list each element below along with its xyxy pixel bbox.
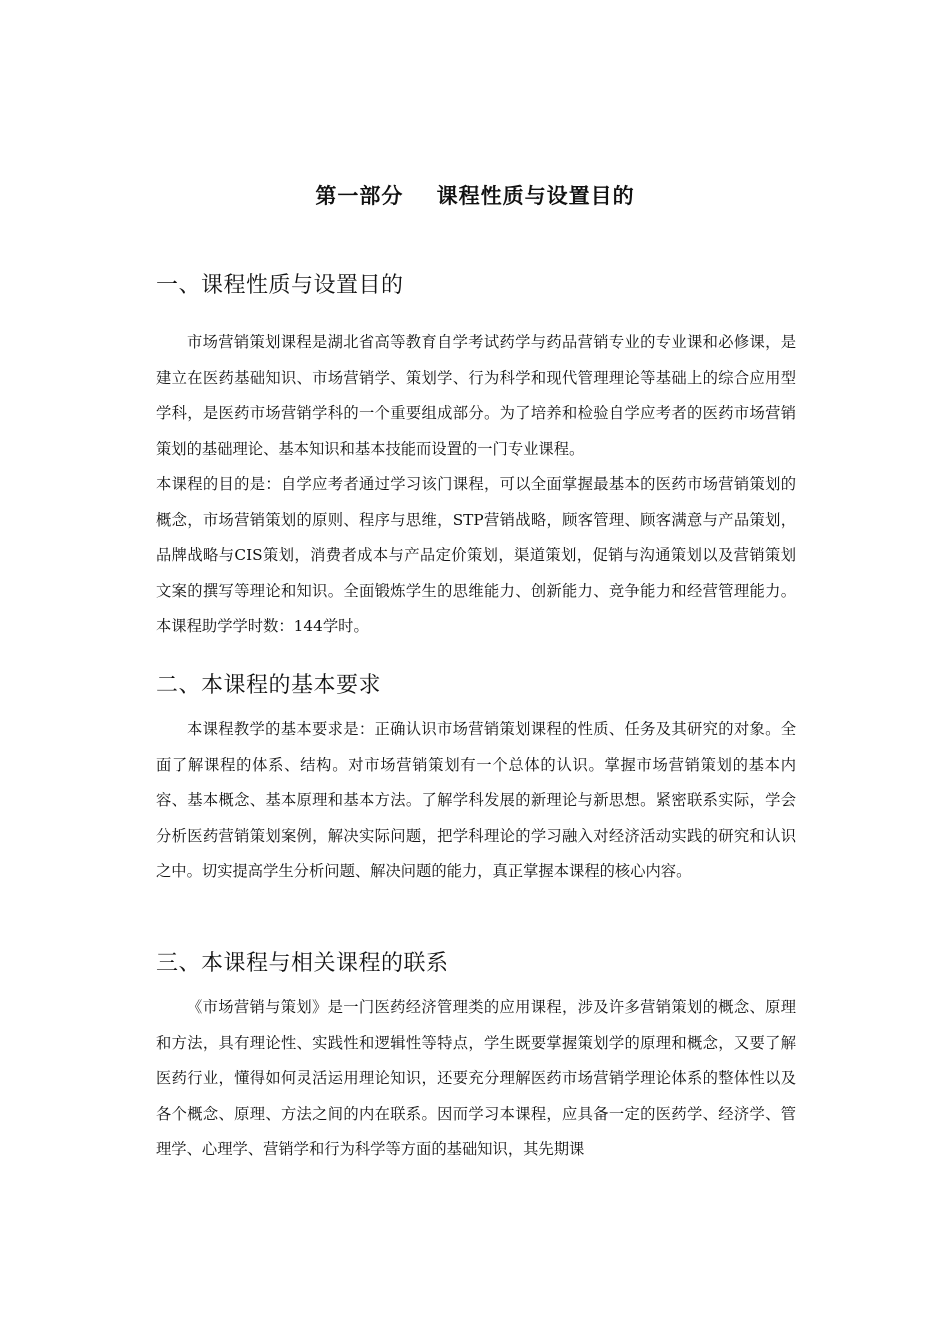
section-1-paragraph-2: 本课程的目的是：自学应考者通过学习该门课程，可以全面掌握最基本的医药市场营销策划的概念，市场营销策划的原则、程序与思维，STP营销战略，顾客管理、顾客满意与产品策划，品牌战略与CIS策划，消费者成本与产品定价策划，渠道策划，促销与沟通策划以及营销策划文案的撰写等理论和知识。全面锻炼学生的思维能力、创新能力、竞争能力和经营管理能力。本课程助学学时数：144学时。 xyxy=(156,475,796,635)
section-1-paragraph-1: 市场营销策划课程是湖北省高等教育自学考试药学与药品营销专业的专业课和必修课，是建立在医药基础知识、市场营销学、策划学、行为科学和现代管理理论等基础上的综合应用型学科，是医药市场营销学科的一个重要组成部分。为了培养和检验自学应考者的医药市场营销策划的基础理论、基本知识和基本技能而设置的一门专业课程。 xyxy=(156,333,796,458)
section-heading-1: 一、课程性质与设置目的 xyxy=(156,273,404,298)
section-heading-2: 二、本课程的基本要求 xyxy=(156,673,382,698)
section-heading-3: 三、本课程与相关课程的联系 xyxy=(156,951,449,976)
section-3-paragraph-1: 《市场营销与策划》是一门医药经济管理类的应用课程，涉及许多营销策划的概念、原理和方法，具有理论性、实践性和逻辑性等特点，学生既要掌握策划学的原理和概念，又要了解医药行业，懂得如何灵活运用理论知识，还要充分理解医药市场营销学理论体系的整体性以及各个概念、原理、方法之间的内在联系。因而学习本课程，应具备一定的医药学、经济学、管理学、心理学、营销学和行为科学等方面的基础知识，其先期课 xyxy=(156,998,796,1158)
section-2-paragraph-1: 本课程教学的基本要求是：正确认识市场营销策划课程的性质、任务及其研究的对象。全面了解课程的体系、结构。对市场营销策划有一个总体的认识。掌握市场营销策划的基本内容、基本概念、基本原理和基本方法。了解学科发展的新理论与新思想。紧密联系实际，学会分析医药营销策划案例，解决实际问题，把学科理论的学习融入对经济活动实践的研究和认识之中。切实提高学生分析问题、解决问题的能力，真正掌握本课程的核心内容。 xyxy=(156,720,796,880)
page-title: 第一部分 课程性质与设置目的 xyxy=(315,184,635,208)
